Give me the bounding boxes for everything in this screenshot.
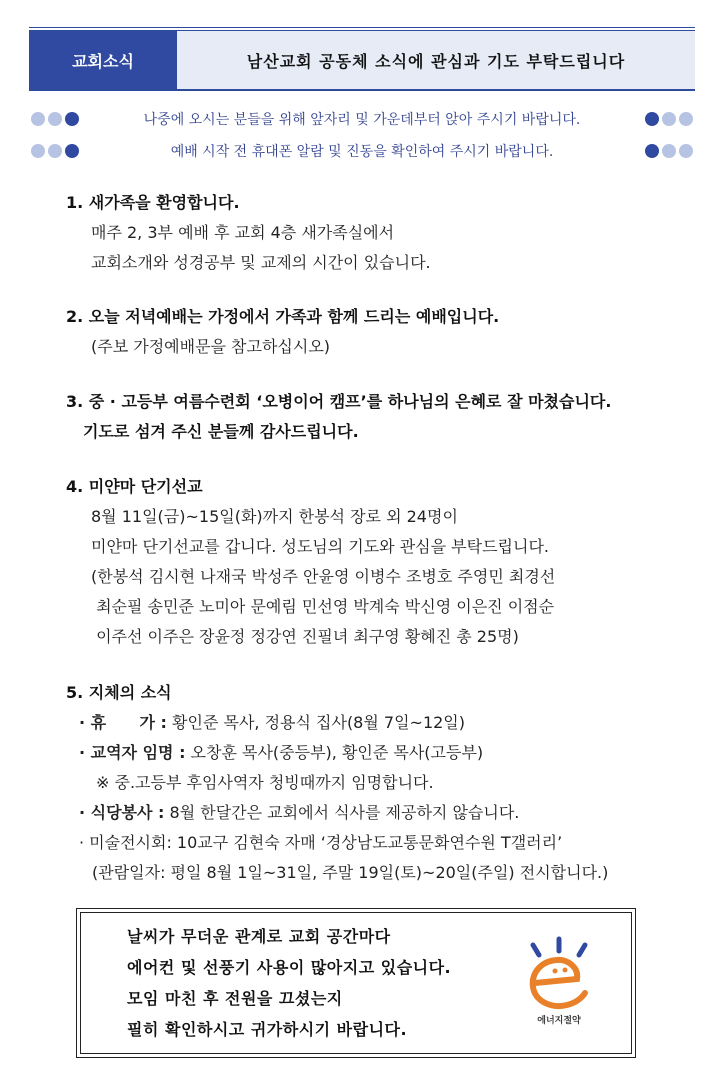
section-line: 미얀마 단기선교를 갑니다. 성도님의 기도와 관심을 부탁드립니다. bbox=[91, 537, 550, 556]
section-title: 4. 미얀마 단기선교 bbox=[66, 477, 203, 496]
section-member-news bbox=[66, 678, 686, 888]
energy-message-line: 필히 확인하시고 귀가하시기 바랍니다. bbox=[127, 1020, 408, 1039]
news-item-note bbox=[66, 858, 686, 888]
energy-message bbox=[127, 921, 451, 1045]
energy-message-line: 에어컨 및 선풍기 사용이 많아지고 있습니다. bbox=[127, 958, 452, 977]
notice-text: 예배 시작 전 휴대폰 알람 및 진동을 확인하여 주시기 바랍니다. bbox=[170, 144, 554, 160]
news-item-text: 황인준 목사, 정용식 집사(8월 7일~12일) bbox=[166, 713, 466, 732]
section-line: 매주 2, 3부 예배 후 교회 4층 새가족실에서 bbox=[91, 223, 395, 242]
section-title-cont: 기도로 섬겨 주신 분들께 감사드립니다. bbox=[83, 422, 359, 441]
header-bar bbox=[29, 27, 695, 91]
section-title: 5. 지체의 소식 bbox=[66, 683, 172, 702]
header-title: 남산교회 공동체 소식에 관심과 기도 부탁드립니다 bbox=[177, 31, 695, 89]
news-item-text: (관람일자: 평일 8월 1일~31일, 주말 19일(토)~20일(주일) 전시합니다.) bbox=[92, 863, 609, 882]
news-item-label: · 식당봉사 : bbox=[79, 803, 165, 822]
section-line: 최순필 송민준 노미아 문예림 민선영 박계숙 박신영 이은진 이점순 bbox=[91, 597, 555, 616]
notice-line bbox=[29, 140, 695, 162]
section-myanmar-mission bbox=[66, 472, 686, 652]
section-line: (주보 가정예배문을 참고하십시오) bbox=[91, 337, 331, 356]
notice-line bbox=[29, 108, 695, 130]
dots-decoration bbox=[31, 112, 81, 126]
news-item bbox=[66, 708, 686, 738]
section-new-family bbox=[66, 188, 686, 278]
section-line: 이주선 이주은 장윤정 정강연 진필녀 최구영 황혜진 총 25명) bbox=[91, 627, 519, 646]
header-rule bbox=[29, 89, 695, 91]
notice-text: 나중에 오시는 분들을 위해 앞자리 및 가운데부터 앉아 주시기 바랍니다. bbox=[143, 112, 581, 128]
section-title: 2. 오늘 저녁예배는 가정에서 가족과 함께 드리는 예배입니다. bbox=[66, 307, 500, 326]
smile-e-icon bbox=[519, 931, 599, 1013]
energy-notice-box bbox=[76, 908, 636, 1058]
news-item-label: · 교역자 임명 : bbox=[79, 743, 186, 762]
section-line: 교회소개와 성경공부 및 교제의 시간이 있습니다. bbox=[91, 253, 431, 272]
news-item-note bbox=[66, 768, 686, 798]
news-item-text: 8월 한달간은 교회에서 식사를 제공하지 않습니다. bbox=[164, 803, 520, 822]
header-tag: 교회소식 bbox=[29, 31, 177, 89]
dots-decoration bbox=[643, 144, 693, 158]
section-line: 8월 11일(금)~15일(화)까지 한봉석 장로 외 24명이 bbox=[91, 507, 458, 526]
dots-decoration bbox=[643, 112, 693, 126]
section-line: (한봉석 김시현 나재국 박성주 안윤영 이병수 조병호 주영민 최경선 bbox=[91, 567, 556, 586]
news-item-text: ※ 중.고등부 후임사역자 청빙때까지 임명합니다. bbox=[96, 773, 434, 792]
news-item-text: 오창훈 목사(중등부), 황인준 목사(고등부) bbox=[185, 743, 484, 762]
header-rule bbox=[29, 27, 695, 28]
energy-message-line: 모임 마친 후 전원을 끄셨는지 bbox=[127, 989, 343, 1008]
news-item-label: · 휴 가 : bbox=[79, 713, 167, 732]
section-evening-worship bbox=[66, 302, 686, 362]
logo-text: 에너지절약 bbox=[537, 1016, 581, 1026]
news-item-text: · 미술전시회: 10교구 김현숙 자매 ‘경상남도교통문화연수원 T갤러리’ bbox=[79, 833, 563, 852]
news-item bbox=[66, 828, 686, 858]
energy-saving-logo bbox=[519, 931, 599, 1031]
section-title: 1. 새가족을 환영합니다. bbox=[66, 193, 240, 212]
news-item bbox=[66, 738, 686, 768]
news-item bbox=[66, 798, 686, 828]
energy-message-line: 날씨가 무더운 관계로 교회 공간마다 bbox=[127, 927, 391, 946]
dots-decoration bbox=[31, 144, 81, 158]
section-title: 3. 중 · 고등부 여름수련회 ‘오병이어 캠프’를 하나님의 은혜로 잘 마쳤습니다. bbox=[66, 392, 612, 411]
section-summer-camp bbox=[66, 387, 686, 447]
